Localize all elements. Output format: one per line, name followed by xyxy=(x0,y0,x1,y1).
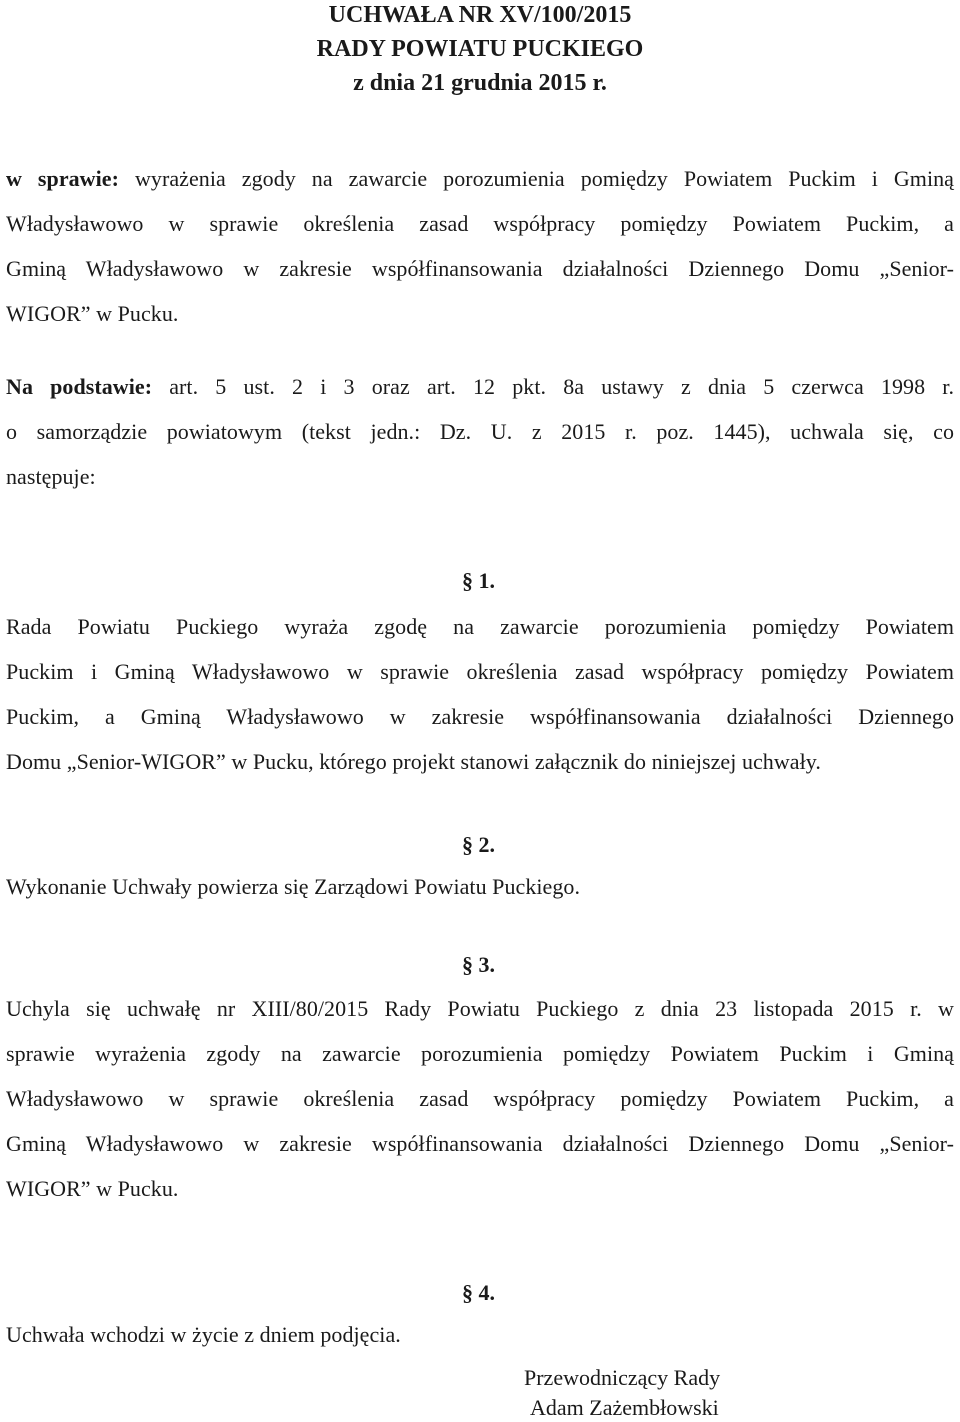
section-mark-4: § 4. xyxy=(462,1280,495,1305)
section-line: sprawie wyrażenia zgody na zawarcie porozumienia pomiędzy Powiatem Puckim i Gminą xyxy=(6,1041,954,1066)
legal-basis-line: następuje: xyxy=(6,464,96,489)
section-line: WIGOR” w Pucku. xyxy=(6,1176,179,1201)
subject-line: wyrażenia zgody na zawarcie porozumienia pomiędzy Powiatem Puckim i Gminą xyxy=(118,166,954,191)
subject-line: Władysławowo w sprawie określenia zasad współpracy pomiędzy Powiatem Puckim, a xyxy=(6,211,954,236)
signature-role: Przewodniczący Rady xyxy=(524,1365,721,1390)
subject-line: WIGOR” w Pucku. xyxy=(6,301,179,326)
section-1-text xyxy=(6,604,954,784)
section-mark-3: § 3. xyxy=(462,952,495,977)
subject-paragraph xyxy=(6,156,954,336)
section-line: Rada Powiatu Puckiego wyraża zgodę na zawarcie porozumienia pomiędzy Powiatem xyxy=(6,614,954,639)
subject-line: Gminą Władysławowo w zakresie współfinansowania działalności Dziennego Domu „Senior- xyxy=(6,256,954,281)
section-mark-1: § 1. xyxy=(462,568,495,593)
resolution-header xyxy=(0,0,960,100)
section-line: Puckim, a Gminą Władysławowo w zakresie współfinansowania działalności Dziennego xyxy=(6,704,954,729)
section-line: Domu „Senior-WIGOR” w Pucku, którego projekt stanowi załącznik do niniejszej uchwały. xyxy=(6,749,821,774)
section-line: Wykonanie Uchwały powierza się Zarządowi Powiatu Puckiego. xyxy=(6,874,581,899)
section-mark-2: § 2. xyxy=(462,832,495,857)
section-line: Władysławowo w sprawie określenia zasad współpracy pomiędzy Powiatem Puckim, a xyxy=(6,1086,954,1111)
resolution-number: UCHWAŁA NR XV/100/2015 xyxy=(328,2,632,28)
council-name: RADY POWIATU PUCKIEGO xyxy=(316,36,644,62)
legal-basis-paragraph xyxy=(6,364,954,499)
section-4-text xyxy=(6,1312,954,1357)
legal-basis-line: art. 5 ust. 2 i 3 oraz art. 12 pkt. 8a ustawy z dnia 5 czerwca 1998 r. xyxy=(152,374,954,399)
signature-name: Adam Zażembłowski xyxy=(530,1395,719,1420)
resolution-date: z dnia 21 grudnia 2015 r. xyxy=(353,70,607,96)
subject-label: w sprawie: xyxy=(6,166,119,191)
legal-basis-label: Na podstawie: xyxy=(6,374,153,399)
legal-basis-line: o samorządzie powiatowym (tekst jedn.: Dz. U. z 2015 r. poz. 1445), uchwala się, co xyxy=(6,419,954,444)
section-line: Gminą Władysławowo w zakresie współfinansowania działalności Dziennego Domu „Senior- xyxy=(6,1131,954,1156)
section-line: Puckim i Gminą Władysławowo w sprawie określenia zasad współpracy pomiędzy Powiatem xyxy=(6,659,954,684)
section-line: Uchwała wchodzi w życie z dniem podjęcia. xyxy=(6,1322,401,1347)
section-2-text xyxy=(6,864,954,909)
section-line: Uchyla się uchwałę nr XIII/80/2015 Rady Powiatu Puckiego z dnia 23 listopada 2015 r. w xyxy=(6,996,954,1021)
section-3-text xyxy=(6,986,954,1211)
